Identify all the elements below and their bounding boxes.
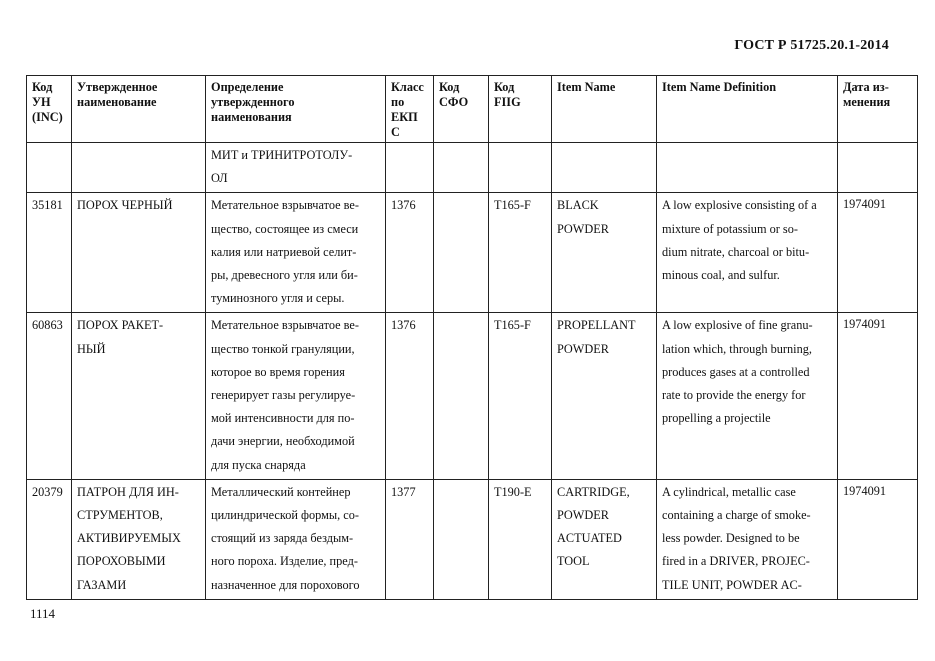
cell-line: НЫЙ [77, 341, 106, 356]
cell-approved-name [72, 479, 206, 599]
cell-item-definition [657, 479, 838, 599]
header-line: утвержденного [211, 95, 295, 109]
cell-item-definition [657, 313, 838, 479]
header-line: наименование [77, 95, 157, 109]
header-line: Item Name [557, 80, 616, 94]
cell-inc-code: 35181 [27, 193, 72, 313]
header-item-name [552, 76, 657, 143]
cell-line: назначенное для порохового [211, 577, 360, 592]
cell-line: dium nitrate, charcoal or bitu- [662, 244, 810, 259]
header-line: Класс [391, 80, 424, 94]
cell-change-date: 1974091 [838, 193, 918, 313]
table-row [27, 143, 918, 193]
header-change-date [838, 76, 918, 143]
cell-sfo-code [434, 193, 489, 313]
cell-item-name [552, 479, 657, 599]
cell-line: produces gases at a controlled [662, 364, 810, 379]
cell-line: PROPELLANT [557, 318, 636, 333]
cell-line: цилиндрической формы, со- [211, 508, 359, 523]
cell-line: щество, состоящее из смеси [211, 221, 359, 236]
cell-line: МИТ и ТРИНИТРОТОЛУ- [211, 148, 353, 162]
cell-fiig-code: T165-F [489, 313, 552, 479]
cell-eksc-class: 1376 [386, 313, 434, 479]
header-line: (INC) [32, 110, 63, 124]
header-fiig-code [489, 76, 552, 143]
cell-item-name [552, 143, 657, 193]
cell-inc-code [27, 143, 72, 193]
cell-line: A low explosive of fine granu- [662, 318, 813, 333]
cell-definition [206, 193, 386, 313]
cell-definition [206, 479, 386, 599]
cell-line: mixture of potassium or so- [662, 221, 798, 236]
cell-definition [206, 143, 386, 193]
cell-line: TILE UNIT, POWDER AC- [662, 577, 802, 592]
cell-fiig-code: T190-E [489, 479, 552, 599]
table-row [27, 479, 918, 599]
cell-change-date: 1974091 [838, 313, 918, 479]
header-line: Определение [211, 80, 284, 94]
cell-item-name [552, 193, 657, 313]
cell-item-definition [657, 193, 838, 313]
cell-line: туминозного угля и серы. [211, 291, 345, 306]
cell-line: minous coal, and sulfur. [662, 268, 780, 283]
cell-line: A cylindrical, metallic case [662, 484, 796, 499]
cell-eksc-class: 1377 [386, 479, 434, 599]
header-eksc-class [386, 76, 434, 143]
cell-line: калия или натриевой селит- [211, 244, 357, 259]
page-number: 1114 [30, 606, 56, 621]
cell-line: СТРУМЕНТОВ, [77, 508, 163, 523]
table-row [27, 193, 918, 313]
cell-line: Метательное взрывчатое ве- [211, 318, 359, 333]
cell-fiig-code: T165-F [489, 193, 552, 313]
header-line: Item Name Definition [662, 80, 777, 94]
cell-line: ГАЗАМИ [77, 577, 127, 592]
header-line: С [391, 125, 400, 139]
header-line: FIIG [494, 95, 521, 109]
header-inc-code [27, 76, 72, 143]
cell-item-definition [657, 143, 838, 193]
cell-line: less powder. Designed to be [662, 531, 800, 546]
header-item-definition [657, 76, 838, 143]
cell-fiig-code [489, 143, 552, 193]
cell-line: fired in a DRIVER, PROJEC- [662, 554, 810, 569]
cell-line: ОЛ [211, 171, 228, 186]
cell-eksc-class [386, 143, 434, 193]
cell-line: POWDER [557, 341, 609, 356]
header-definition [206, 76, 386, 143]
cell-line: щество тонкой грануляции, [211, 341, 355, 356]
header-line: УН [32, 95, 51, 109]
cell-line: TOOL [557, 554, 590, 569]
cell-eksc-class: 1376 [386, 193, 434, 313]
cell-line: containing a charge of smoke- [662, 508, 811, 523]
cell-line: генерирует газы регулируе- [211, 388, 356, 403]
cell-line: мой интенсивности для по- [211, 411, 355, 426]
cell-line: дачи энергии, необходимой [211, 434, 355, 449]
cell-change-date: 1974091 [838, 479, 918, 599]
cell-line: propelling a projectile [662, 411, 771, 426]
cell-line: которое во время горения [211, 364, 345, 379]
cell-approved-name [72, 313, 206, 479]
cell-line: CARTRIDGE, [557, 484, 630, 499]
cell-line: ного пороха. Изделие, пред- [211, 554, 358, 569]
cell-line: Металлический контейнер [211, 484, 351, 499]
cell-sfo-code [434, 313, 489, 479]
cell-line: A low explosive consisting of a [662, 198, 817, 213]
catalog-table [26, 75, 918, 600]
header-line: Код [494, 80, 515, 94]
cell-line: ПОРОХОВЫМИ [77, 554, 166, 569]
header-line: ЕКП [391, 110, 418, 124]
cell-line: POWDER [557, 221, 609, 236]
cell-approved-name [72, 193, 206, 313]
cell-inc-code: 20379 [27, 479, 72, 599]
cell-sfo-code [434, 143, 489, 193]
header-row [27, 76, 918, 143]
table-row [27, 313, 918, 479]
header-line: Дата из- [843, 80, 889, 94]
cell-line: lation which, through burning, [662, 341, 812, 356]
cell-line: ПОРОХ РАКЕТ- [77, 318, 164, 333]
header-line: Утвержденное [77, 80, 158, 94]
header-line: по [391, 95, 405, 109]
cell-line: АКТИВИРУЕМЫХ [77, 531, 181, 546]
header-sfo-code [434, 76, 489, 143]
cell-change-date [838, 143, 918, 193]
cell-sfo-code [434, 479, 489, 599]
cell-definition [206, 313, 386, 479]
cell-approved-name [72, 143, 206, 193]
header-line: СФО [439, 95, 469, 109]
document-title: ГОСТ Р 51725.20.1-2014 [734, 38, 889, 53]
cell-inc-code: 60863 [27, 313, 72, 479]
header-approved-name [72, 76, 206, 143]
cell-line: ры, древесного угля или би- [211, 268, 358, 283]
header-line: менения [843, 95, 891, 109]
cell-line: rate to provide the energy for [662, 388, 806, 403]
cell-line: для пуска снаряда [211, 457, 306, 472]
header-line: Код [32, 80, 53, 94]
cell-line: стоящий из заряда бездым- [211, 531, 354, 546]
cell-line: ACTUATED [557, 531, 622, 546]
cell-line: ПОРОХ ЧЕРНЫЙ [77, 198, 173, 213]
header-line: наименования [211, 110, 292, 124]
cell-line: BLACK [557, 198, 599, 213]
cell-line: POWDER [557, 508, 609, 523]
cell-line: ПАТРОН ДЛЯ ИН- [77, 484, 179, 499]
cell-line: Метательное взрывчатое ве- [211, 198, 359, 213]
cell-item-name [552, 313, 657, 479]
header-line: Код [439, 80, 460, 94]
